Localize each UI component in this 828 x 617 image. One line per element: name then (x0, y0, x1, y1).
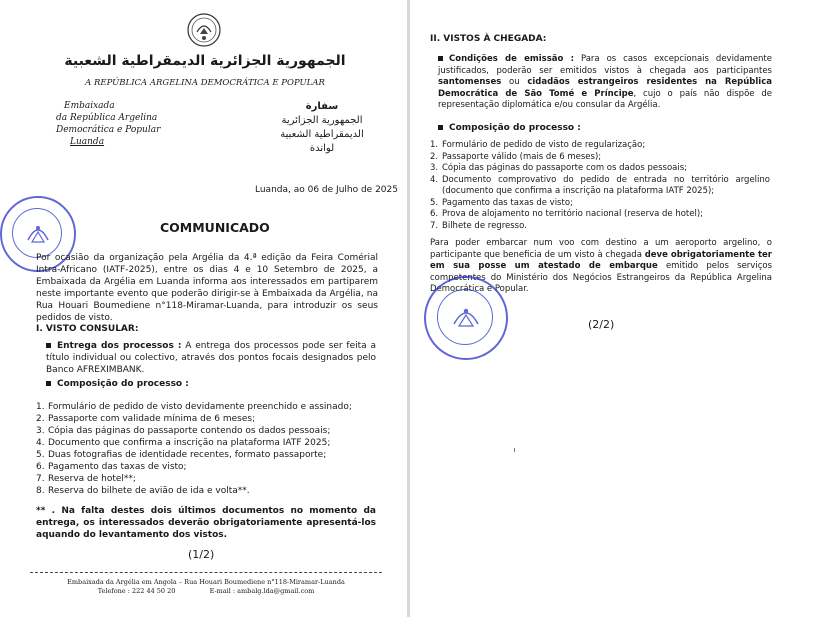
footer-divider (30, 572, 382, 573)
condicoes-bold: santomenses (438, 77, 502, 87)
footer-address: Embaixada da Argélia em Angola – Rua Houari Boumediene n°118-Miramar-Luanda (67, 578, 345, 586)
section-visto-consular-title: I. VISTO CONSULAR: (36, 324, 139, 334)
entrega-label: Entrega dos processos : (57, 341, 182, 351)
composicao-label: Composição do processo : (57, 379, 189, 389)
embassy-line: Democrática e Popular (56, 125, 161, 135)
embassy-block-pt (56, 100, 160, 148)
list-item: 6. Prova de alojamento no território nacional (reserva de hotel); (430, 209, 704, 219)
document-title: COMMUNICADO (160, 220, 270, 235)
algeria-emblem-icon (186, 12, 222, 48)
condicoes-text: , cujo o país não dispõe de representação diplomática e/ou consular da Argélia. (438, 88, 772, 110)
composicao-label: Composição do processo : (449, 123, 581, 133)
final-bold: deve obrigatoriamente ter em sua posse um atestado de embarque (430, 249, 772, 271)
embassy-line: Embaixada (64, 101, 115, 111)
list-item: 4. Documento que confirma a inscrição na plataforma IATF 2025; (36, 438, 331, 448)
embassy-ar-line: لواندة (309, 143, 335, 154)
final-text: Para poder embarcar num voo com destino a um aeroporto argelino, o participante que beneficia de um visto à chegada (430, 238, 772, 260)
final-text: emitido pelos serviços competentes do Ministério dos Negócios Estrangeiros da República Argelina Democrática e Popular. (430, 261, 772, 294)
embassy-line: da República Argelina (56, 113, 158, 123)
composicao-heading (46, 378, 189, 390)
arabic-republic-title: الجمهورية الجزائرية الديمقراطية الشعبية (64, 53, 346, 69)
page-number: (2/2) (588, 318, 615, 331)
bullet-icon (46, 343, 51, 348)
entrega-text: A entrega dos processos pode ser feita a título individual ou colectivo, através dos pontos focais designados pelo Banco AFREXIMBANK. (46, 341, 376, 375)
footer-contact (30, 587, 382, 596)
bullet-icon (46, 381, 51, 386)
official-stamp-icon (424, 276, 508, 360)
condicoes-text: ou (501, 77, 528, 87)
document-page-1 (0, 0, 407, 617)
list-item: 3. Cópia das páginas do passaporte contendo os dados pessoais; (36, 426, 331, 436)
intro-paragraph: Por ocasião da organização pela Argélia da 4.ª edição da Feira Comérial Intra-Africano (IATF-2025), entre os dias 4 e 10 Setembro de 2025, a Embaixada da Argélia em Luanda informa aos interessados em partiparem neste importante evento que poderão dirigir-se à Embaixada da Argélia, na Rua Houari Boumediene n°118-Miramar-Luanda, para introduzir os seus pedidos de visto. (36, 253, 378, 323)
list-item: 8. Reserva do bilhete de avião de ida e volta**. (36, 486, 250, 496)
embassy-ar-line: الجمهورية الجزائرية الديمقراطية الشعبية (280, 115, 364, 140)
french-republic-title: A REPÚBLICA ARGELINA DEMOCRÁTICA E POPULAR (85, 78, 325, 88)
list-item: 2. Passaporte com validade mínima de 6 meses; (36, 414, 256, 424)
list-item: 1. Formulário de pedido de visto devidamente preenchido e assinado; (36, 402, 352, 412)
composicao-heading (438, 122, 581, 134)
bullet-icon (438, 56, 443, 61)
list-item: 3. Cópia das páginas do passaporte com os dados pessoais; (430, 163, 688, 173)
condicoes-bold: cidadãos estrangeiros residentes na República Democrática de São Tomé e Príncipe (438, 77, 772, 99)
bullet-icon (438, 125, 443, 130)
list-item: 1. Formulário de pedido de visto de regularização; (430, 140, 646, 150)
note-paragraph: ** . Na falta destes dois últimos documentos no momento da entrega, os interessados deverão obrigatoriamente apresentá-los aquando do levantamento dos vistos. (36, 506, 376, 540)
list-item: 4. Documento comprovativo do pedido de entrada no território argelino (documento que confirma a inscrição na plataforma IATF 2025); (430, 174, 770, 196)
embassy-ar-line: سفارة (305, 101, 339, 112)
embassy-city: Luanda (70, 137, 105, 147)
scan-mark (514, 448, 515, 452)
requirements-list-1 (36, 401, 376, 497)
entrega-paragraph (46, 340, 376, 376)
footer-phone: Telefone : 222 44 50 20 (97, 587, 176, 595)
section-vistos-chegada-title: II. VISTOS À CHEGADA: (430, 34, 547, 44)
document-page-2 (410, 0, 828, 617)
requirements-list-2 (430, 140, 770, 232)
page-number: (1/2) (188, 548, 215, 561)
footer-email: E-mail : ambalg.lda@gmail.com (209, 587, 315, 595)
list-item: 6. Pagamento das taxas de visto; (36, 462, 187, 472)
condicoes-text: Para os casos excepcionais devidamente justificados, poderão ser emitidos vistos à chegada aos participantes (438, 54, 772, 76)
document-date: Luanda, ao 06 de Julho de 2025 (255, 185, 398, 195)
list-item: 5. Duas fotografias de identidade recentes, formato passaporte; (36, 450, 327, 460)
list-item: 7. Bilhete de regresso. (430, 220, 527, 231)
list-item: 2. Passaporte válido (mais de 6 meses); (430, 151, 602, 162)
list-item: 7. Reserva de hotel**; (36, 474, 136, 484)
footer (30, 578, 382, 596)
embassy-block-ar (262, 100, 382, 156)
list-item: 5. Pagamento das taxas de visto; (430, 197, 573, 208)
condicoes-label: Condições de emissão : (449, 54, 574, 64)
condicoes-paragraph (438, 54, 772, 112)
